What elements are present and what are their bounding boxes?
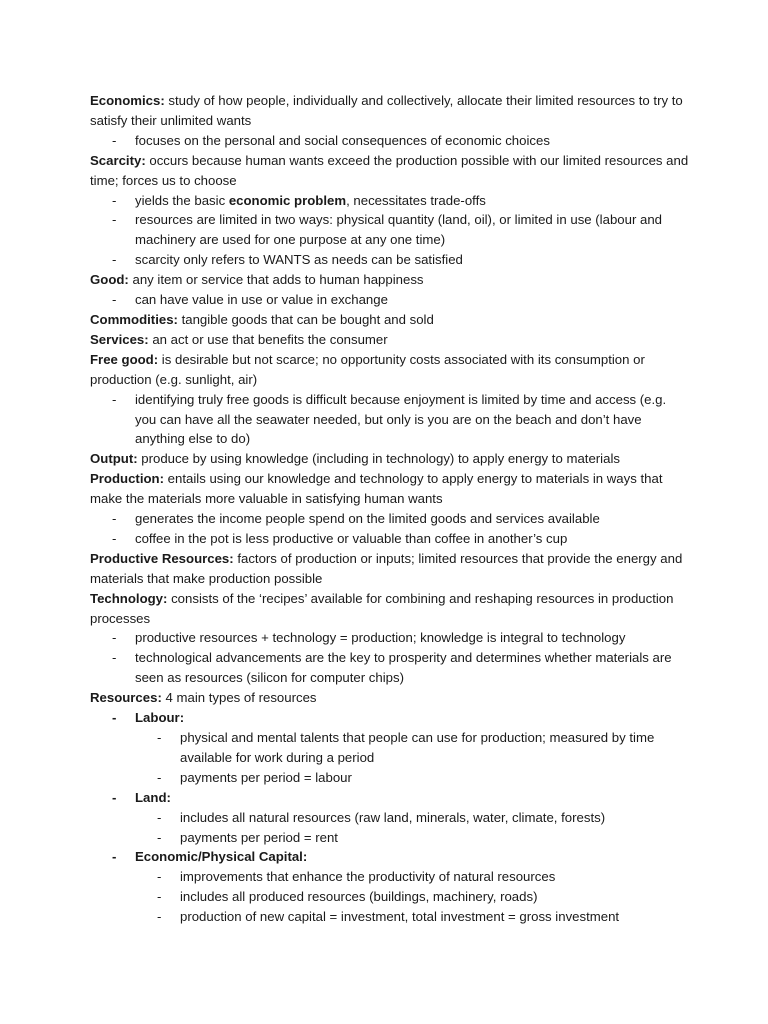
definition: 4 main types of resources (161, 690, 317, 706)
bullet: - generates the income people spend on the limited goods and services available (90, 509, 690, 529)
definition: an act or use that benefits the consumer (148, 331, 388, 347)
definition: factors of production or inputs; limited resources that provide the energy and materials that make production possible (90, 550, 683, 586)
dash-marker: - (112, 192, 117, 208)
dash-marker: - (112, 710, 117, 726)
dash-marker: - (157, 869, 162, 885)
term: Scarcity: (90, 152, 146, 168)
dash-marker: - (112, 789, 117, 805)
entry-production (90, 469, 690, 509)
bullet: - payments per period = labour (90, 768, 690, 788)
notes-content (90, 91, 690, 927)
dash-marker: - (112, 630, 117, 646)
term: Resources: (90, 690, 162, 706)
term: Production: (90, 471, 164, 487)
definition: study of how people, individually and collectively, allocate their limited resources to try to satisfy their unlimited wants (90, 93, 683, 128)
entry-services (90, 330, 690, 350)
bullet: - includes all natural resources (raw land, minerals, water, climate, forests) (90, 808, 690, 828)
dash-marker: - (157, 909, 162, 925)
term: Economics: (90, 93, 165, 108)
dash-marker: - (157, 730, 162, 745)
term: Technology: (90, 590, 168, 606)
dash-marker: - (157, 769, 162, 785)
entry-output (90, 449, 690, 469)
dash-marker: - (112, 849, 117, 865)
bullet: - technological advancements are the key to prosperity and determines whether materials are seen as resources (silicon for computer chips) (112, 650, 672, 686)
entry-productive-resources (90, 549, 690, 589)
entry-resources (90, 688, 690, 708)
dash-marker: - (157, 889, 162, 905)
dash-marker: - (112, 530, 117, 546)
bullet: - coffee in the pot is less productive or valuable than coffee in another’s cup (90, 529, 690, 549)
bullet: - productive resources + technology = production; knowledge is integral to technology (90, 628, 690, 648)
term: Output: (90, 451, 138, 467)
term: Free good: (90, 351, 159, 367)
term: Services: (90, 331, 149, 347)
entry-technology (90, 589, 690, 629)
definition: entails using our knowledge and technology to apply energy to materials in ways that make the materials more valuable in satisfying human wants (90, 471, 663, 507)
definition: tangible goods that can be bought and sold (177, 311, 434, 327)
dash-marker: - (112, 252, 117, 268)
definition: produce by using knowledge (including in technology) to apply energy to materials (137, 451, 620, 467)
resource-type-labour: - Labour: (90, 708, 690, 728)
definition: consists of the ‘recipes’ available for combining and reshaping resources in production processes (90, 590, 674, 626)
dash-marker: - (112, 132, 117, 148)
definition: is desirable but not scarce; no opportunity costs associated with its consumption or production (e.g. sunlight, air) (90, 351, 645, 387)
bullet: - scarcity only refers to WANTS as needs can be satisfied (90, 250, 690, 270)
dash-marker: - (112, 212, 117, 228)
bullet: - production of new capital = investment, total investment = gross investment (90, 907, 690, 927)
bullet: - can have value in use or value in exchange (90, 290, 690, 310)
definition: occurs because human wants exceed the production possible with our limited resources and time; forces us to choose (90, 152, 689, 188)
dash-marker: - (112, 650, 117, 666)
bullet: - physical and mental talents that people can use for production; measured by time available for work during a period (157, 730, 655, 765)
entry-good (90, 270, 690, 290)
bullet: - resources are limited in two ways: physical quantity (land, oil), or limited in use (labour and machinery are used for one purpose at any one time) (112, 212, 663, 248)
resource-type-land: - Land: (90, 788, 690, 808)
term: Commodities: (90, 311, 178, 327)
bullet: - payments per period = rent (90, 828, 690, 848)
entry-commodities (90, 310, 690, 330)
bullet: - improvements that enhance the productivity of natural resources (90, 867, 690, 887)
bullet: - identifying truly free goods is difficult because enjoyment is limited by time and access (e.g. you can have all the seawater needed, but only is you are on the beach and don’t have anything else to do) (112, 391, 667, 447)
term: Productive Resources: (90, 550, 234, 566)
definition: any item or service that adds to human happiness (128, 272, 424, 288)
dash-marker: - (112, 292, 117, 308)
resource-type-capital: - Economic/Physical Capital: (90, 847, 690, 867)
bullet: - focuses on the personal and social consequences of economic choices (90, 131, 690, 151)
term: Good: (90, 272, 129, 288)
dash-marker: - (157, 829, 162, 845)
dash-marker: - (157, 809, 162, 825)
dash-marker: - (112, 391, 117, 407)
dash-marker: - (112, 511, 117, 527)
bullet: - includes all produced resources (buildings, machinery, roads) (90, 887, 690, 907)
entry-economics (90, 91, 690, 131)
entry-free-good (90, 350, 690, 390)
bullet: - yields the basic economic problem, necessitates trade-offs (90, 191, 690, 211)
entry-scarcity (90, 151, 690, 191)
